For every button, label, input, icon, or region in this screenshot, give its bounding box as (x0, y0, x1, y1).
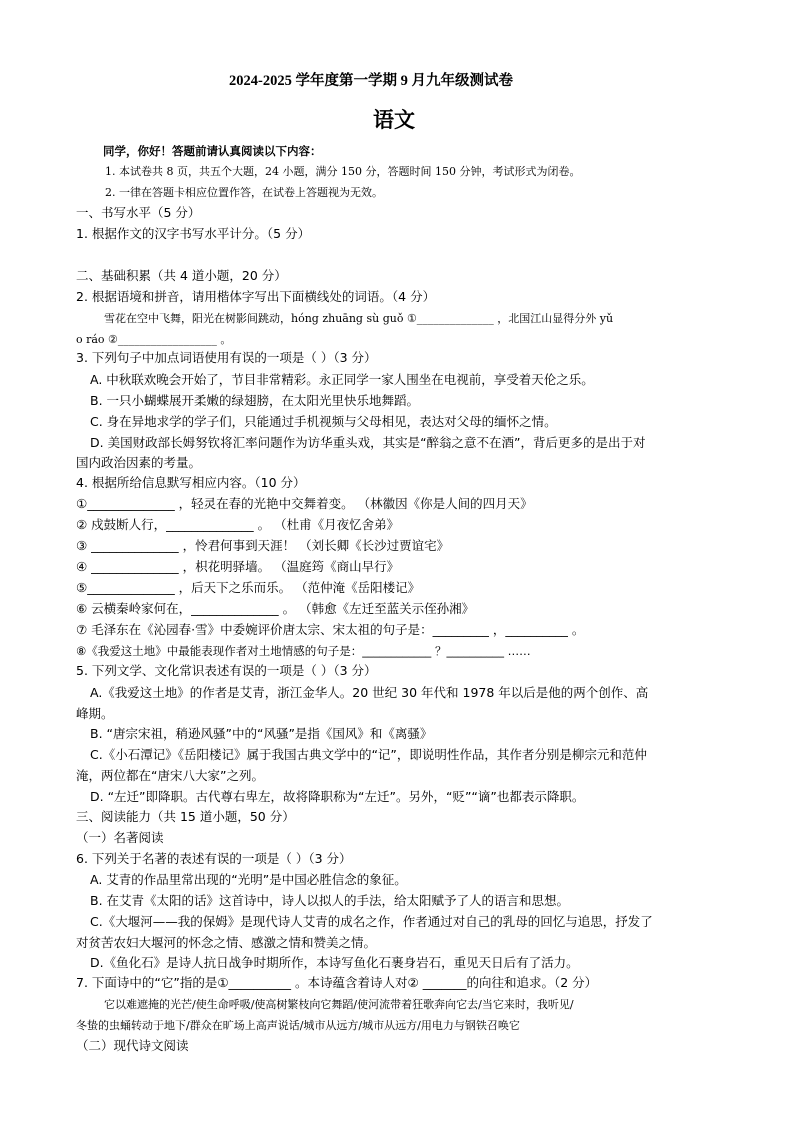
part3-section-1: （一）名著阅读 (76, 830, 164, 845)
question-4-stem: 4. 根据所给信息默写相应内容。（10 分） (76, 475, 306, 490)
question-5-option-a: A.《我爱这土地》的作者是艾青，浙江金华人。20 世纪 30 年代和 1978 年以后是他的两个创作、高 (90, 685, 649, 700)
question-4-line-7: ⑦ 毛泽东在《沁园春·雪》中委婉评价唐太宗、宋太祖的句子是：_________ ，__________ 。 (76, 622, 585, 637)
question-5-option-c: C.《小石潭记》《岳阳楼记》属于我国古典文学中的“记”，即说明性作品，其作者分别是柳宗元和范仲 (90, 747, 647, 762)
question-3-option-b: B. 一只小蝴蝶展开柔嫩的绿翅膀，在太阳光里快乐地舞蹈。 (90, 393, 420, 408)
notice-item-2: 2. 一律在答题卡相应位置作答，在试卷上答题视为无效。 (105, 186, 383, 199)
question-4-line-1: ①______________ ，轻灵在春的光艳中交舞着变。 （林徽因《你是人间的四月天》 (76, 496, 533, 511)
question-5-option-c-cont: 淹，两位都在“唐宋八大家”之列。 (76, 768, 264, 783)
question-6-option-c-cont: 对贫苦农妇大堰河的怀念之情、感激之情和赞美之情。 (76, 935, 377, 950)
part2-heading: 二、基础积累（共 4 道小题，20 分） (76, 268, 287, 283)
notice-greeting: 同学，你好！答题前请认真阅读以下内容： (103, 144, 322, 158)
part3-section-2: （二）现代诗文阅读 (76, 1038, 189, 1053)
question-4-line-8: ⑧《我爱这土地》中最能表现作者对土地情感的句子是：____________ ？__________ …… (76, 644, 531, 658)
question-4-line-2: ② 戍鼓断人行，______________ 。 （杜甫《月夜忆舍弟》 (76, 517, 400, 532)
question-7-poem-line-1: 它以难遮掩的光芒/使生命呼吸/使高树繁枝向它舞蹈/使河流带着狂歌奔向它去/当它来时，我听见/ (104, 998, 574, 1011)
question-2-line-2: o ráo ②__________________ 。 (76, 333, 232, 346)
question-3-option-d-cont: 国内政治因素的考量。 (76, 455, 202, 470)
part3-heading: 三、阅读能力（共 15 道小题，50 分） (76, 809, 295, 824)
question-6-option-d: D.《鱼化石》是诗人抗日战争时期所作，本诗写鱼化石裹身岩石，重见天日后有了活力。 (90, 955, 579, 970)
question-2-line-1: 雪花在空中飞舞，阳光在树影间跳动，hóng zhuāng sù guǒ ①______________ ，北国江山显得分外 yǔ (104, 312, 614, 325)
question-6-option-a: A. 艾青的作品里常出现的“光明”是中国必胜信念的象征。 (90, 872, 407, 887)
question-3-option-c: C. 身在异地求学的学子们，只能通过手机视频与父母相见，表达对父母的缅怀之情。 (90, 414, 557, 429)
question-4-line-5: ⑤______________ ，后天下之乐而乐。 （范仲淹《岳阳楼记》 (76, 580, 421, 595)
question-3-option-d: D. 美国财政部长姆努钦将汇率问题作为访华重头戏，其实是“醉翁之意不在酒”，背后更多的是出于对 (90, 435, 646, 450)
question-6-stem: 6. 下列关于名著的表述有误的一项是（ ）（3 分） (76, 851, 352, 866)
question-5-option-d: D. “左迁”即降职。古代尊右卑左，故将降职称为“左迁”。另外，“贬”“谪”也都表示降职。 (90, 789, 585, 804)
exam-title: 2024-2025 学年度第一学期 9 月九年级测试卷 (229, 73, 513, 89)
notice-item-1: 1. 本试卷共 8 页，共五个大题，24 小题，满分 150 分，答题时间 150 分钟，考试形式为闭卷。 (105, 165, 581, 178)
question-6-option-c: C.《大堰河——我的保姆》是现代诗人艾青的成名之作，作者通过对自己的乳母的回忆与追思，抒发了 (90, 914, 653, 929)
question-6-option-b: B. 在艾青《太阳的话》这首诗中，诗人以拟人的手法，给太阳赋予了人的语言和思想。 (90, 893, 570, 908)
question-2-stem: 2. 根据语境和拼音，请用楷体字写出下面横线处的词语。（4 分） (76, 289, 436, 304)
question-5-stem: 5. 下列文学、文化常识表述有误的一项是（ ）（3 分） (76, 663, 377, 678)
question-5-option-a-cont: 峰期。 (76, 706, 114, 721)
question-7-poem-line-2: 冬蛰的虫蛹转动于地下/群众在旷场上高声说话/城市从远方/城市从远方/用电力与钢铁召唤它 (76, 1019, 520, 1032)
question-7-stem: 7. 下面诗中的“它”指的是①__________ 。本诗蕴含着诗人对② _______的向往和追求。（2 分） (76, 975, 598, 990)
question-3-stem: 3. 下列句子中加点词语使用有误的一项是（ ）（3 分） (76, 350, 377, 365)
question-5-option-b: B. “唐宗宋祖，稍逊风骚”中的“风骚”是指《国风》和《离骚》 (90, 726, 433, 741)
question-4-line-3: ③ ______________ ，怜君何事到天涯！ （刘长卿《长沙过贾谊宅》 (76, 538, 450, 553)
question-3-option-a: A. 中秋联欢晚会开始了，节目非常精彩。永正同学一家人围坐在电视前，享受着天伦之乐。 (90, 372, 594, 387)
part1-heading: 一、书写水平（5 分） (76, 205, 201, 220)
question-1: 1. 根据作文的汉字书写水平计分。（5 分） (76, 226, 311, 241)
question-4-line-4: ④ ______________ ，枳花明驿墙。 （温庭筠《商山早行》 (76, 559, 400, 574)
question-4-line-6: ⑥ 云横秦岭家何在，______________ 。 （韩愈《左迁至蓝关示侄孙湘》 (76, 601, 475, 616)
subject-title: 语文 (373, 107, 415, 132)
